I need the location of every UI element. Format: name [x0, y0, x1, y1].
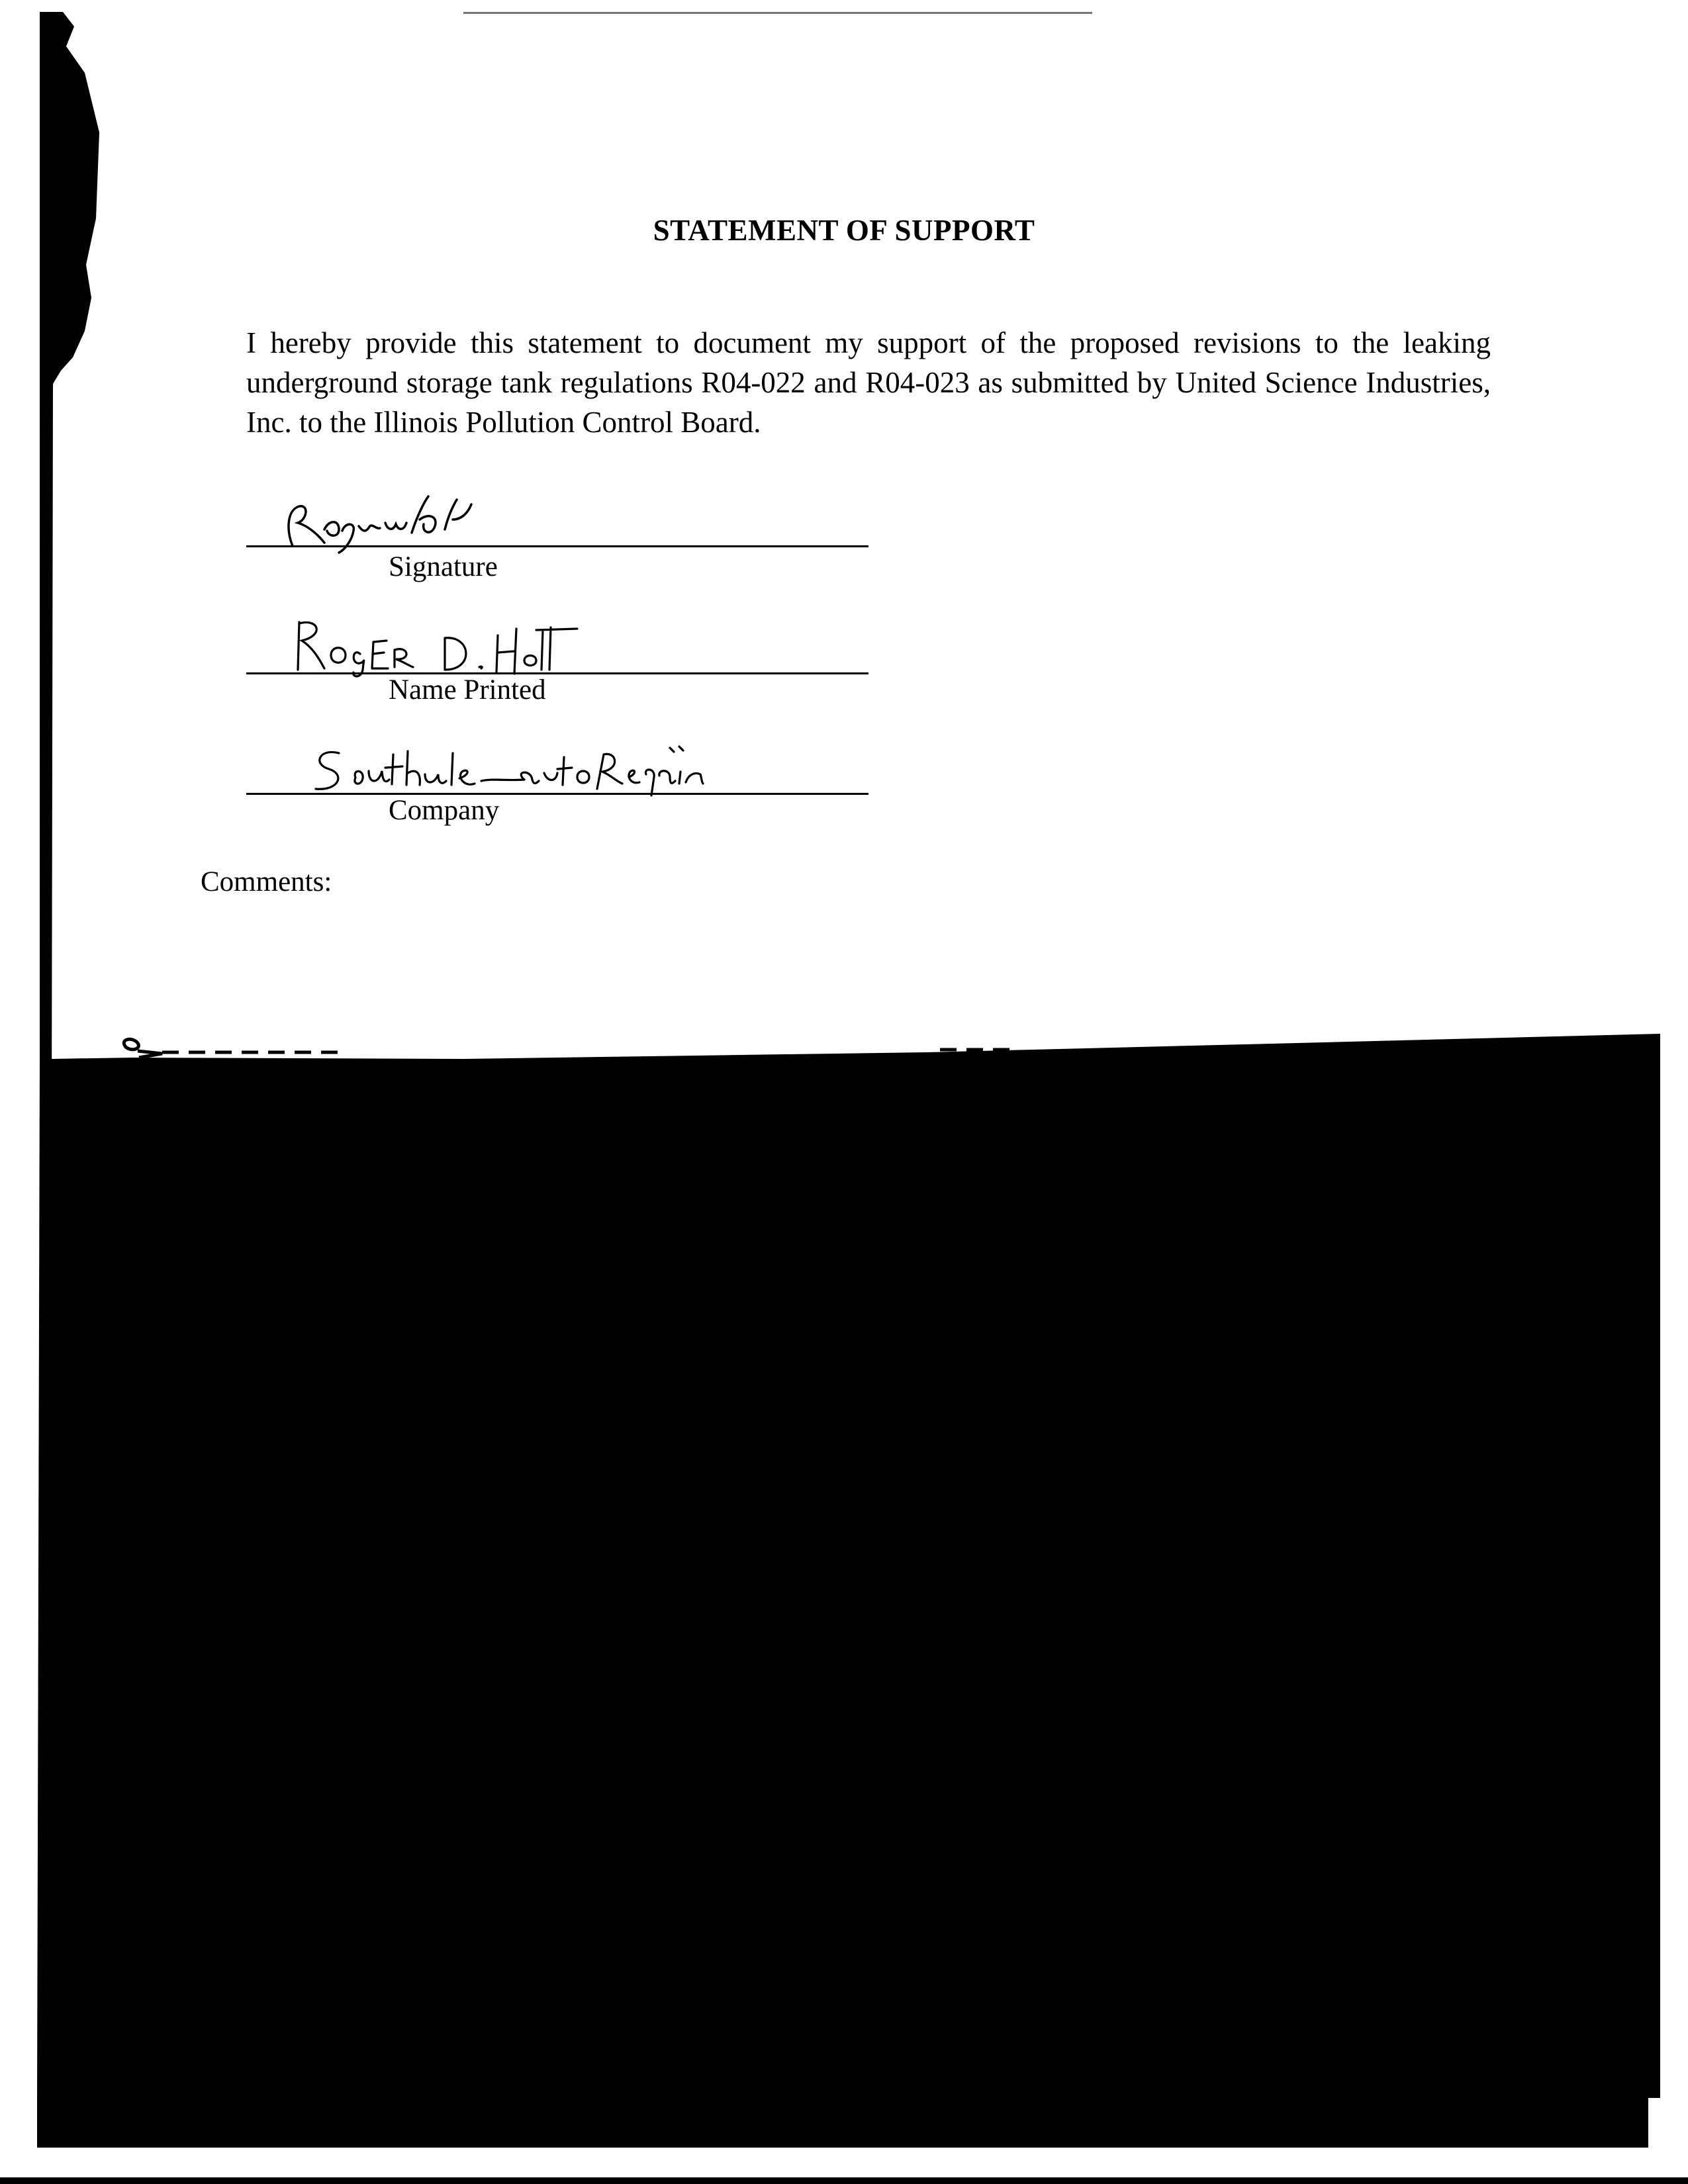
- cut-line: [162, 1050, 1009, 1052]
- company-label: Company: [389, 795, 500, 826]
- name-printed-label: Name Printed: [389, 674, 546, 705]
- signature-label: Signature: [389, 551, 498, 582]
- company-field: [246, 728, 868, 827]
- signature-line: [246, 545, 868, 547]
- document-title: STATEMENT OF SUPPORT: [653, 214, 1035, 247]
- comments-label: Comments:: [201, 866, 332, 897]
- scissors-icon: [124, 1039, 162, 1058]
- statement-paragraph: I hereby provide this statement to document my support of the proposed revisions to the leaking underground storage tank regulations R04-022 and R04-023 as submitted by United Science Industries, Inc. to the Illinois Pollution Control Board.: [246, 326, 1491, 439]
- name-printed-line: [246, 672, 868, 674]
- company-handwriting: [246, 728, 868, 801]
- left-scan-edge: [40, 12, 99, 1125]
- signature-field: [246, 490, 868, 582]
- name-printed-field: [246, 609, 868, 708]
- name-printed-handwriting: [246, 609, 868, 678]
- redaction-block: [37, 1034, 1660, 2148]
- bottom-scan-edge: [0, 2177, 1688, 2184]
- company-line: [246, 793, 868, 795]
